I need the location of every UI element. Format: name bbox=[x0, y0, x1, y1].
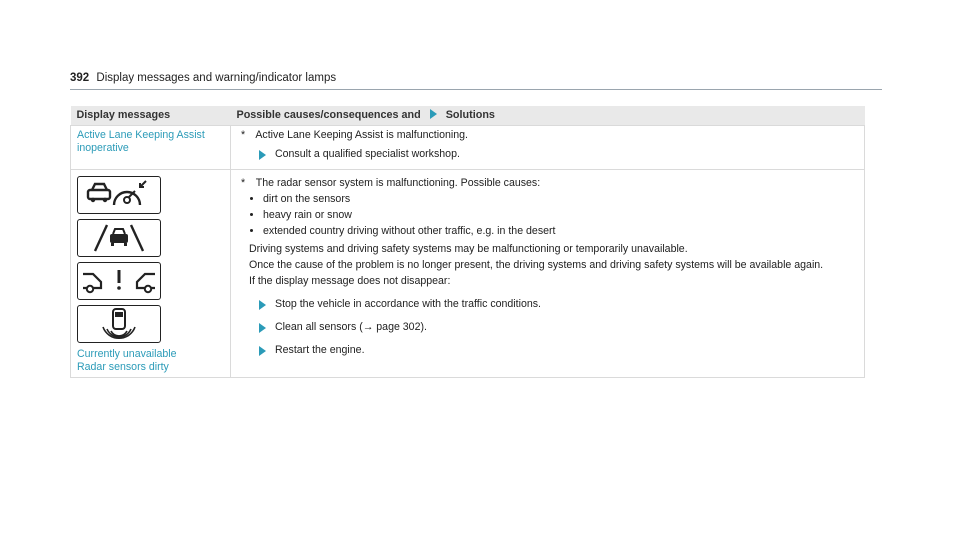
message-text: Active Lane Keeping Assist bbox=[77, 129, 205, 141]
message-cell bbox=[71, 126, 231, 170]
page-reference-link[interactable]: page 302). bbox=[376, 321, 427, 333]
causes-cell bbox=[231, 170, 865, 378]
solution-text: Consult a qualified specialist workshop. bbox=[275, 148, 460, 160]
header-solutions-label: Solutions bbox=[445, 109, 495, 121]
message-text: Currently unavailable bbox=[77, 348, 177, 360]
info-paragraph: If the display message does not disappear: bbox=[249, 275, 451, 287]
solution-item bbox=[259, 321, 858, 334]
header-divider bbox=[70, 89, 882, 90]
causes-cell bbox=[231, 126, 865, 170]
page-header bbox=[70, 72, 336, 84]
column-header-causes-solutions bbox=[231, 106, 865, 126]
solution-text: Stop the vehicle in accordance with the traffic conditions. bbox=[275, 298, 541, 310]
solution-text: Restart the engine. bbox=[275, 344, 365, 356]
cause-text: Active Lane Keeping Assist is malfunctioning. bbox=[255, 129, 468, 141]
display-messages-table bbox=[70, 106, 865, 378]
page-header-title: Display messages and warning/indicator lamps bbox=[96, 72, 337, 84]
cause-item bbox=[237, 177, 858, 190]
lane-assist-icon bbox=[77, 219, 161, 257]
table-row bbox=[71, 170, 865, 378]
distance-assist-icon bbox=[77, 176, 161, 214]
header-causes-label: Possible causes/consequences and bbox=[236, 109, 421, 121]
info-paragraph: Once the cause of the problem is no longer present, the driving systems and driving safety systems will be available again. bbox=[249, 259, 824, 271]
column-header-display-messages: Display messages bbox=[71, 106, 231, 126]
collision-warning-icon bbox=[77, 262, 161, 300]
solution-item bbox=[259, 344, 858, 357]
cause-item bbox=[237, 129, 858, 142]
solution-item bbox=[259, 148, 858, 161]
info-paragraph: Driving systems and driving safety systems may be malfunctioning or temporarily unavailable. bbox=[249, 243, 688, 255]
cause-text: The radar sensor system is malfunctioning. Possible causes: bbox=[255, 177, 541, 189]
table-header-row bbox=[71, 106, 865, 126]
solution-arrow-icon bbox=[259, 346, 266, 356]
solution-arrow-icon bbox=[259, 300, 266, 310]
parking-sensor-icon bbox=[77, 305, 161, 343]
solution-arrow-icon bbox=[430, 109, 437, 119]
page-reference-arrow: → bbox=[362, 321, 374, 333]
causes-list bbox=[237, 193, 858, 238]
table-row bbox=[71, 126, 865, 170]
solution-text-prefix: Clean all sensors ( bbox=[275, 321, 363, 333]
message-cell bbox=[71, 170, 231, 378]
list-item: • heavy rain or snow bbox=[263, 209, 858, 222]
solution-item bbox=[259, 298, 858, 311]
page-number: 392 bbox=[70, 72, 90, 84]
solution-arrow-icon bbox=[259, 150, 266, 160]
star-bullet: * bbox=[241, 129, 246, 141]
solution-text bbox=[275, 321, 427, 334]
solution-arrow-icon bbox=[259, 323, 266, 333]
star-bullet: * bbox=[241, 177, 246, 189]
list-item: • extended country driving without other traffic, e.g. in the desert bbox=[263, 225, 858, 238]
message-text: Radar sensors dirty bbox=[77, 361, 169, 373]
message-text: inoperative bbox=[77, 142, 129, 154]
list-item: • dirt on the sensors bbox=[263, 193, 858, 206]
